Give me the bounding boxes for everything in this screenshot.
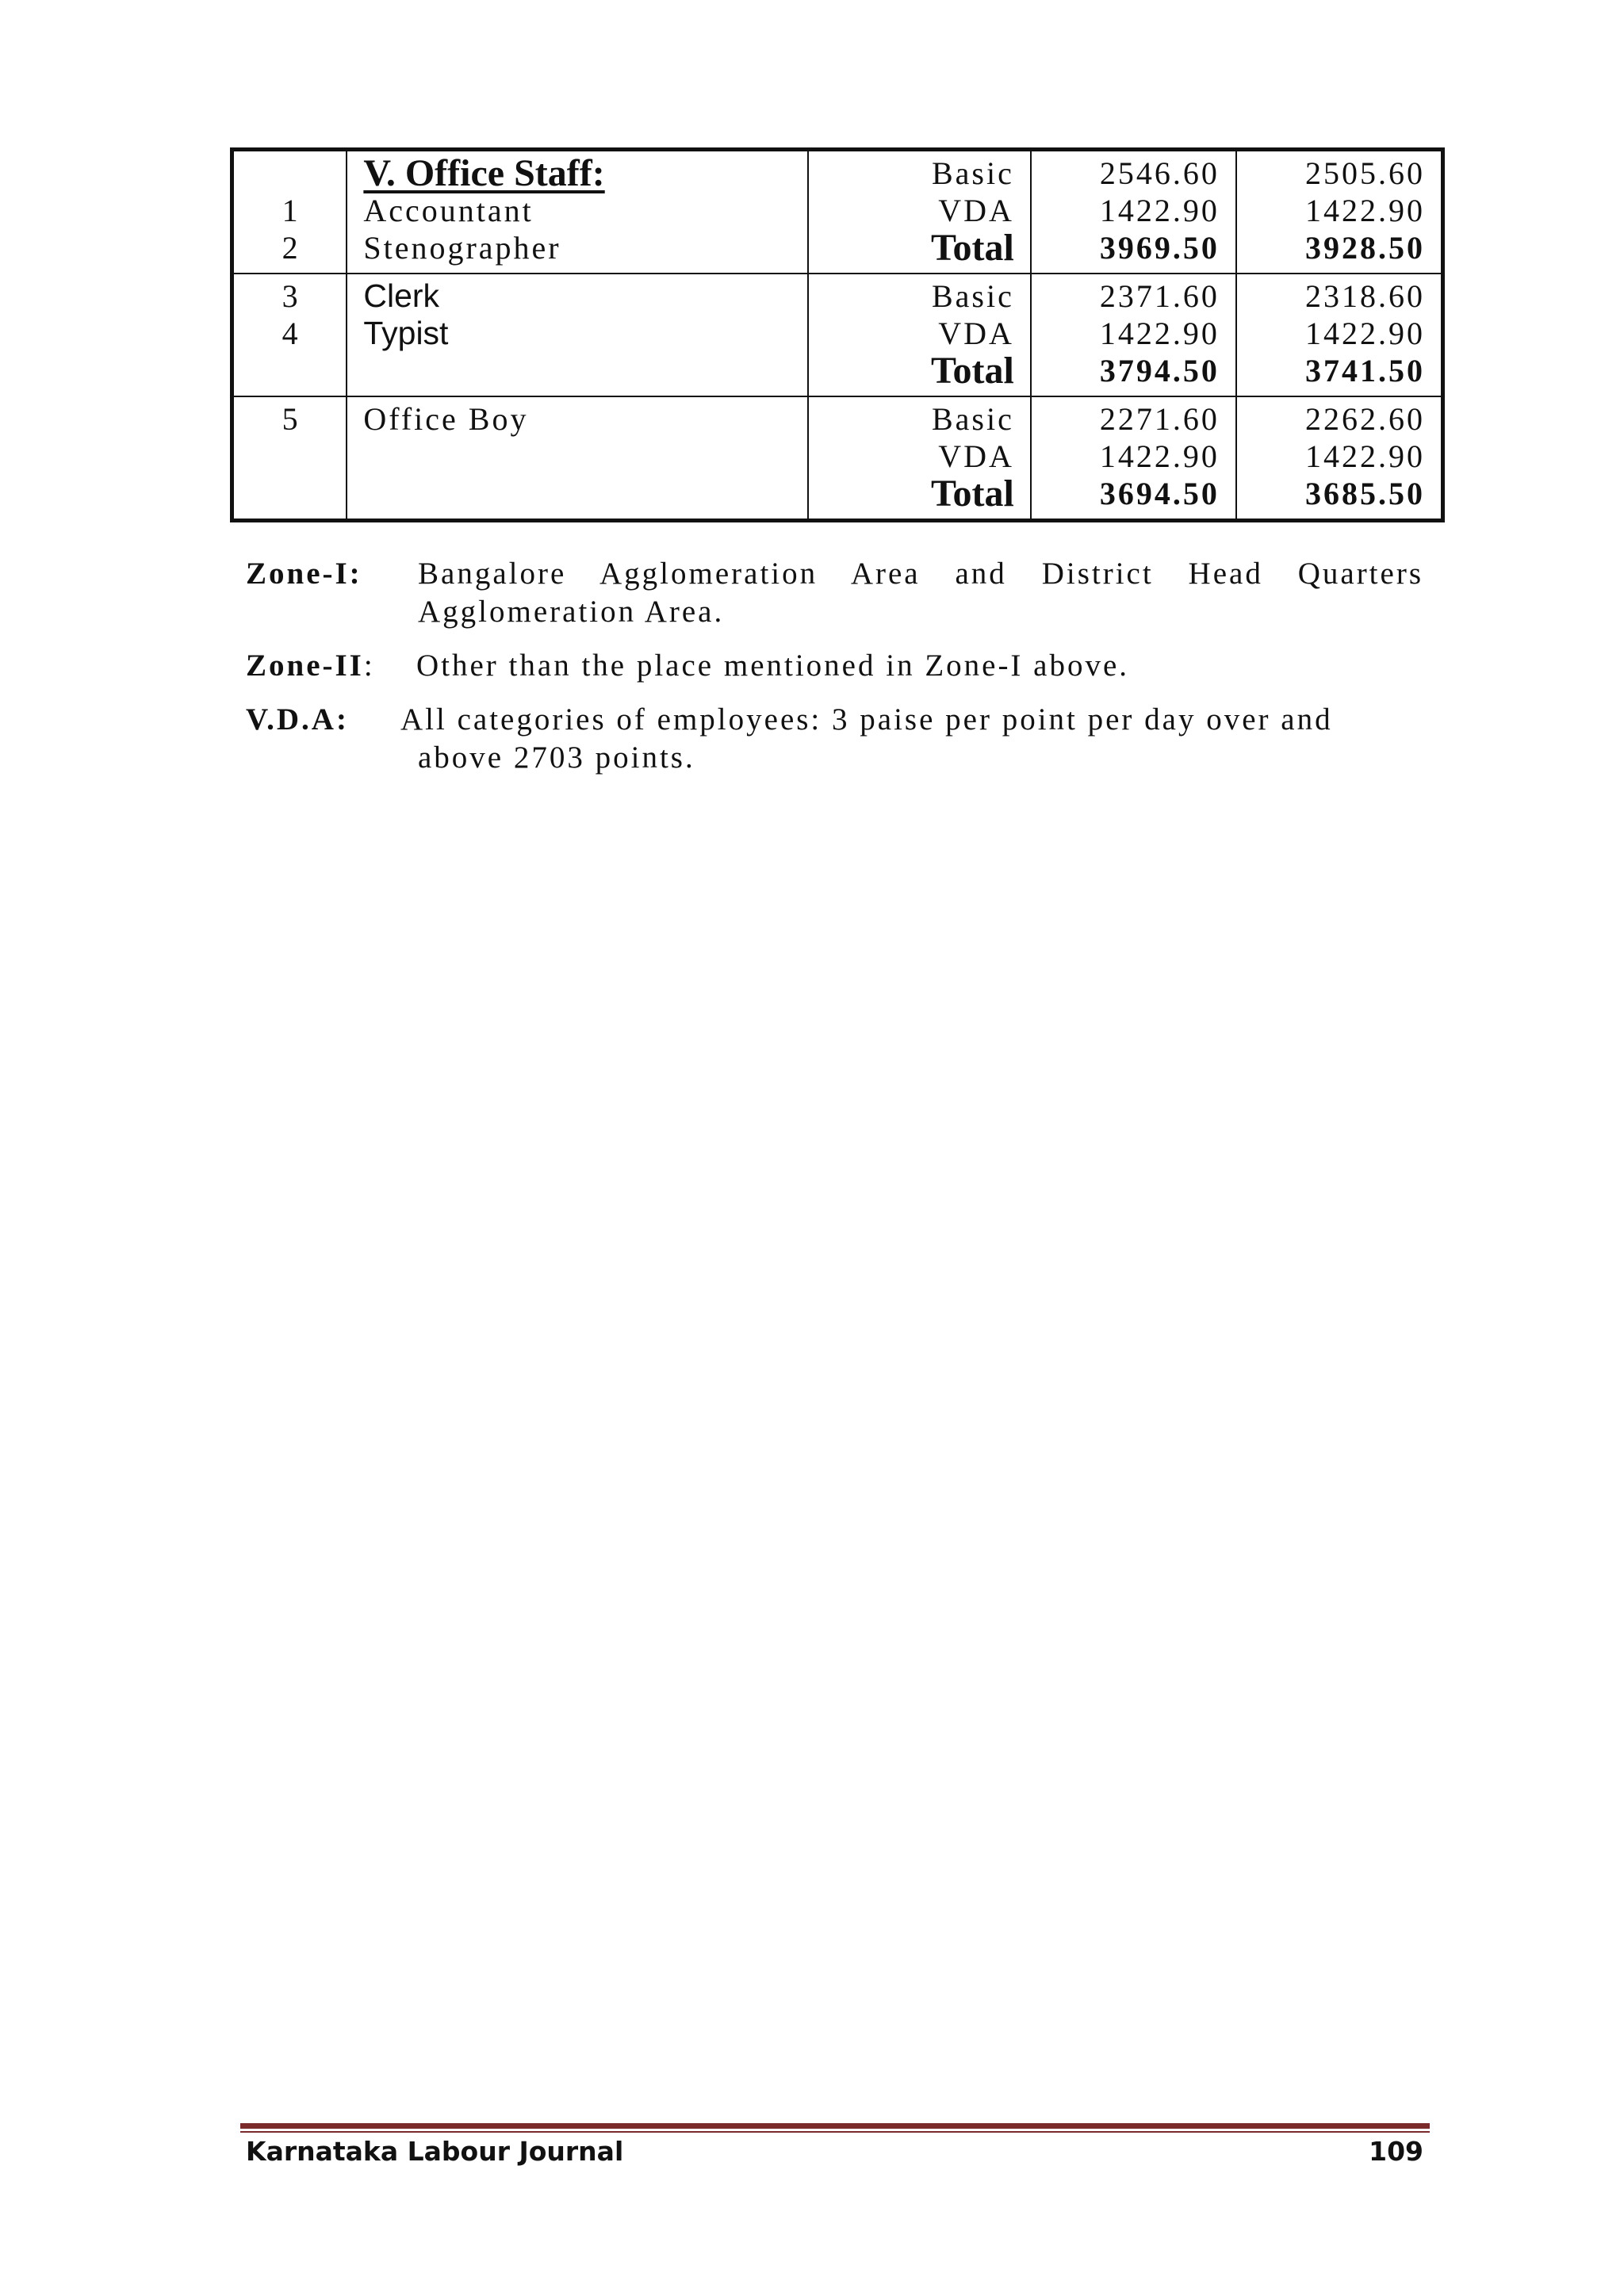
vda-text-line1: All categories of employees: 3 paise per point per day over and: [400, 702, 1333, 737]
zone1-value: 2546.60: [1099, 155, 1220, 191]
total-label: Total: [930, 227, 1014, 269]
zone2-key: Zone-II: [246, 649, 364, 683]
serial-number: 2: [282, 230, 298, 266]
vda-text: [400, 701, 1333, 777]
table-row: [232, 150, 1443, 274]
zone1-total: 3969.50: [1099, 230, 1220, 266]
designation: Office Boy: [363, 401, 529, 437]
footer-divider: [240, 2123, 1430, 2133]
component-cell: [808, 150, 1031, 274]
zone2-cell: [1236, 150, 1443, 274]
zone2-total: 3741.50: [1305, 353, 1425, 388]
zone1-cell: [1031, 396, 1236, 521]
total-label: Total: [930, 350, 1014, 392]
zone1-value: 1422.90: [1099, 438, 1220, 474]
zone2-value: 1422.90: [1305, 193, 1425, 228]
designation: Typist: [363, 315, 449, 351]
zone1-value: 1422.90: [1099, 193, 1220, 228]
zone2-note: [246, 647, 1423, 685]
component-cell: [808, 274, 1031, 396]
footer-rule-thick: [240, 2123, 1430, 2129]
component-label: Basic: [932, 401, 1014, 437]
notes-section: [246, 555, 1423, 793]
designation-cell: [347, 396, 808, 521]
zone2-value: 2262.60: [1305, 401, 1425, 437]
component-label: Basic: [932, 155, 1014, 191]
serial-number: 3: [282, 278, 298, 314]
zone2-value: 2318.60: [1305, 278, 1425, 314]
component-cell: [808, 396, 1031, 521]
zone2-total: 3928.50: [1305, 230, 1425, 266]
serial-number: 5: [282, 401, 298, 437]
zone1-cell: [1031, 150, 1236, 274]
zone2-cell: [1236, 274, 1443, 396]
component-label: VDA: [938, 438, 1014, 474]
page-number: 109: [1369, 2136, 1423, 2167]
zone2-key-wrap: [246, 647, 416, 685]
zone1-value: 2371.60: [1099, 278, 1220, 314]
zone1-note: [246, 555, 1423, 631]
designation: Accountant: [363, 193, 534, 228]
zone1-cell: [1031, 274, 1236, 396]
serial-number: 1: [282, 193, 298, 228]
total-label: Total: [930, 473, 1014, 515]
wage-table: [230, 147, 1445, 522]
zone1-key: Zone-I:: [246, 557, 362, 591]
vda-key: V.D.A:: [246, 702, 349, 737]
footer-rule-thin: [240, 2131, 1430, 2133]
zone2-value: 2505.60: [1305, 155, 1425, 191]
component-label: VDA: [938, 193, 1014, 228]
serial-number: 4: [282, 316, 298, 351]
zone1-text: Bangalore Agglomeration Area and District Head Quarters Agglomeration Area.: [418, 557, 1423, 629]
zone2-total: 3685.50: [1305, 476, 1425, 511]
zone2-value: 1422.90: [1305, 316, 1425, 351]
serial-number: [250, 155, 330, 192]
component-label: Basic: [932, 278, 1014, 314]
table-row: [232, 396, 1443, 521]
zone2-colon: :: [363, 649, 375, 683]
table-row: [232, 274, 1443, 396]
zone1-value: 2271.60: [1099, 401, 1220, 437]
serial-number-cell: [232, 396, 347, 521]
zone1-value: 1422.90: [1099, 316, 1220, 351]
journal-title: Karnataka Labour Journal: [246, 2136, 624, 2167]
page-footer: [246, 2136, 1423, 2167]
vda-note: [246, 701, 1423, 777]
zone1-total: 3794.50: [1099, 353, 1220, 388]
designation: Stenographer: [363, 230, 561, 266]
section-heading: V. Office Staff:: [363, 152, 605, 194]
component-label: VDA: [938, 316, 1014, 351]
serial-number-cell: [232, 150, 347, 274]
zone2-value: 1422.90: [1305, 438, 1425, 474]
designation-cell: [347, 274, 808, 396]
zone2-cell: [1236, 396, 1443, 521]
zone2-text: Other than the place mentioned in Zone-I above.: [416, 649, 1130, 683]
designation-cell: [347, 150, 808, 274]
serial-number-cell: [232, 274, 347, 396]
designation: Clerk: [363, 277, 440, 314]
zone1-total: 3694.50: [1099, 476, 1220, 511]
vda-text-line2: above 2703 points.: [418, 740, 695, 775]
